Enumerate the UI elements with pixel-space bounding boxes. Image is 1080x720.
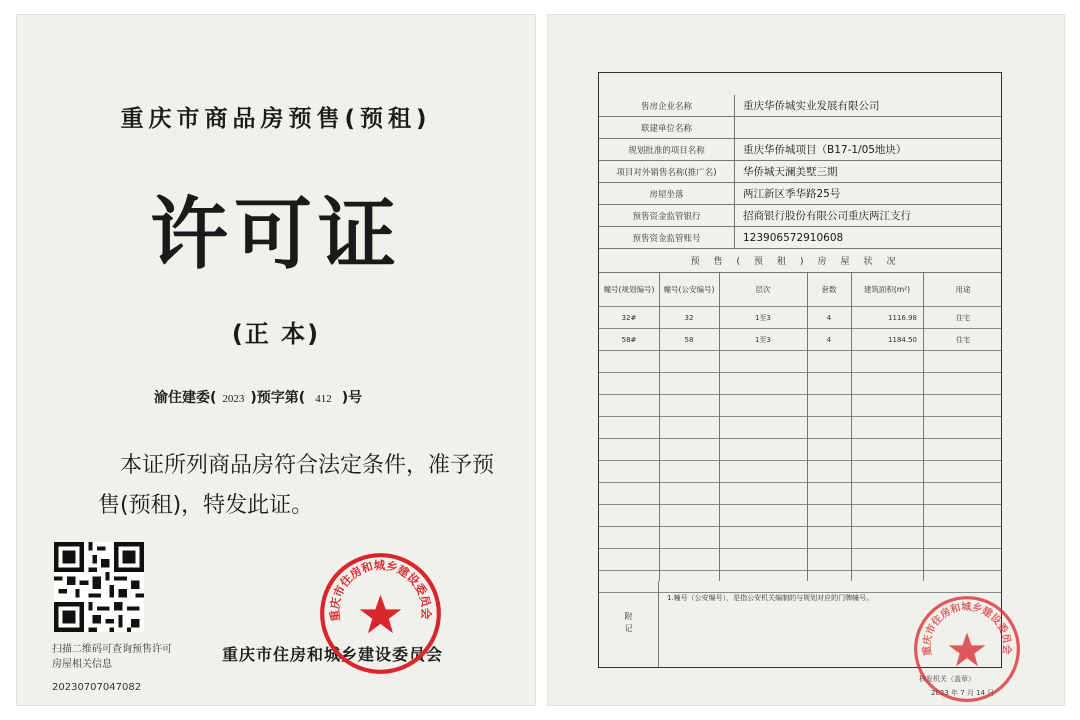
column-header: 层次 (755, 285, 771, 294)
empty-cell (599, 417, 659, 438)
number-year: 2023 (222, 393, 245, 405)
info-value: 重庆华侨城实业发展有限公司 (743, 100, 880, 112)
empty-cell (851, 505, 923, 526)
info-value: 123906572910608 (743, 231, 844, 244)
info-label: 联建单位名称 (599, 117, 735, 138)
empty-cell (659, 351, 719, 372)
empty-cell (923, 483, 1003, 504)
certificate-subtitle: 重庆市商品房预售(预租) (120, 106, 432, 132)
empty-cell (659, 417, 719, 438)
empty-cell (807, 483, 851, 504)
official-seal-icon (318, 551, 443, 676)
info-row (599, 139, 1001, 161)
certificate-detail-page (547, 14, 1065, 706)
column-divider (659, 273, 660, 581)
table-cell: 32# (621, 313, 637, 322)
empty-cell (807, 373, 851, 394)
info-label: 项目对外销售名称(推广名) (599, 161, 735, 182)
column-header: 套数 (821, 285, 837, 294)
info-row (599, 227, 1001, 249)
empty-cell (923, 417, 1003, 438)
empty-cell (807, 549, 851, 570)
seal-text: 重庆市住房和城乡建设委员会 (922, 601, 1012, 657)
empty-cell (659, 395, 719, 416)
issuing-authority: 重庆市住房和城乡建设委员会 (222, 645, 444, 664)
empty-cell (807, 461, 851, 482)
table-cell: 58# (621, 335, 637, 344)
certificate-statement: 本证所列商品房符合法定条件，准予预售(预租)，特发此证。 (98, 453, 495, 518)
empty-cell (807, 351, 851, 372)
qr-caption: 扫描二维码可查询预售许可房屋相关信息 (52, 644, 172, 670)
empty-cell (599, 461, 659, 482)
empty-cell (599, 395, 659, 416)
empty-cell (851, 549, 923, 570)
empty-cell (719, 417, 807, 438)
table-cell: 1184.50 (888, 335, 917, 344)
empty-cell (659, 461, 719, 482)
notes-text: 1.幢号（公安编号），是指公安机关编制的与规划对应的门牌幢号。 (667, 594, 874, 602)
empty-cell (851, 395, 923, 416)
presale-detail-table (598, 72, 1002, 668)
empty-cell (659, 549, 719, 570)
certificate-front-page (16, 14, 536, 706)
empty-cell (807, 505, 851, 526)
empty-cell (599, 527, 659, 548)
empty-cell (923, 395, 1003, 416)
empty-cell (807, 439, 851, 460)
table-cell: 住宅 (956, 335, 970, 344)
qr-code-icon[interactable] (54, 542, 144, 632)
empty-cell (599, 439, 659, 460)
table-cell: 4 (826, 313, 832, 322)
number-middle: )预字第( (250, 390, 306, 406)
empty-cell (807, 395, 851, 416)
empty-cell (599, 505, 659, 526)
info-value: 招商银行股份有限公司重庆两江支行 (743, 210, 911, 222)
certificate-title: 许可证 (149, 189, 402, 280)
info-label: 预售资金监管账号 (599, 227, 735, 248)
empty-cell (599, 549, 659, 570)
table-cell: 4 (826, 335, 832, 344)
info-label: 规划批准的项目名称 (599, 139, 735, 160)
column-header: 幢号(规划编号) (603, 285, 655, 294)
column-divider (851, 273, 852, 581)
number-suffix: )号 (341, 390, 363, 406)
column-header: 建筑面积(m²) (863, 285, 911, 294)
empty-cell (599, 351, 659, 372)
info-row (599, 205, 1001, 227)
empty-cell (923, 373, 1003, 394)
empty-cell (719, 461, 807, 482)
empty-cell (719, 351, 807, 372)
info-row (599, 95, 1001, 117)
info-value: 重庆华侨城项目（B17-1/05地块） (743, 144, 907, 156)
table-cell: 58 (684, 335, 694, 344)
number-prefix: 渝住建委( (154, 390, 217, 406)
empty-cell (659, 505, 719, 526)
table-cell: 住宅 (956, 313, 970, 322)
info-row (599, 183, 1001, 205)
empty-cell (851, 461, 923, 482)
empty-cell (851, 483, 923, 504)
info-value: 华侨城天澜美墅三期 (743, 166, 838, 178)
number-value: 412 (315, 393, 332, 405)
column-divider (719, 273, 720, 581)
empty-cell (719, 373, 807, 394)
empty-cell (923, 549, 1003, 570)
empty-cell (807, 417, 851, 438)
issue-date: 2023 年 7 月 14 日 (931, 689, 995, 697)
info-label: 售房企业名称 (599, 95, 735, 116)
info-row (599, 117, 1001, 139)
empty-cell (659, 527, 719, 548)
empty-cell (719, 395, 807, 416)
info-row (599, 161, 1001, 183)
empty-cell (923, 439, 1003, 460)
empty-cell (923, 505, 1003, 526)
info-label: 房屋坐落 (599, 183, 735, 204)
empty-cell (851, 351, 923, 372)
empty-cell (659, 483, 719, 504)
notes-label: 附记 (599, 581, 659, 667)
seal-text: 重庆市住房和城乡建设委员会 (327, 558, 434, 623)
info-value: 两江新区季华路25号 (743, 188, 841, 200)
column-header: 幢号(公安编号) (663, 285, 715, 294)
empty-cell (719, 549, 807, 570)
column-header: 用途 (955, 285, 971, 294)
empty-cell (923, 351, 1003, 372)
info-label: 预售资金监管银行 (599, 205, 735, 226)
empty-cell (851, 373, 923, 394)
empty-cell (599, 373, 659, 394)
section-title: 预售(预租)房屋状况 (599, 249, 1001, 273)
table-cell: 32 (684, 313, 694, 322)
issuing-office-label: 核发机关（盖章） (919, 675, 975, 683)
table-cell: 1至3 (755, 313, 771, 322)
original-copy-label: (正 本) (231, 320, 321, 348)
empty-cell (719, 439, 807, 460)
empty-cell (923, 527, 1003, 548)
empty-cell (851, 417, 923, 438)
empty-cell (719, 483, 807, 504)
empty-cell (923, 461, 1003, 482)
empty-cell (659, 439, 719, 460)
official-seal-icon (912, 594, 1022, 704)
certificate-number-line (154, 387, 362, 407)
column-divider (807, 273, 808, 581)
serial-number: 20230707047082 (52, 682, 142, 693)
empty-cell (719, 527, 807, 548)
table-cell: 1116.98 (888, 313, 917, 322)
empty-cell (851, 527, 923, 548)
empty-cell (719, 505, 807, 526)
empty-cell (599, 483, 659, 504)
empty-cell (807, 527, 851, 548)
empty-cell (659, 373, 719, 394)
column-divider (923, 273, 924, 581)
table-cell: 1至3 (755, 335, 771, 344)
empty-cell (851, 439, 923, 460)
